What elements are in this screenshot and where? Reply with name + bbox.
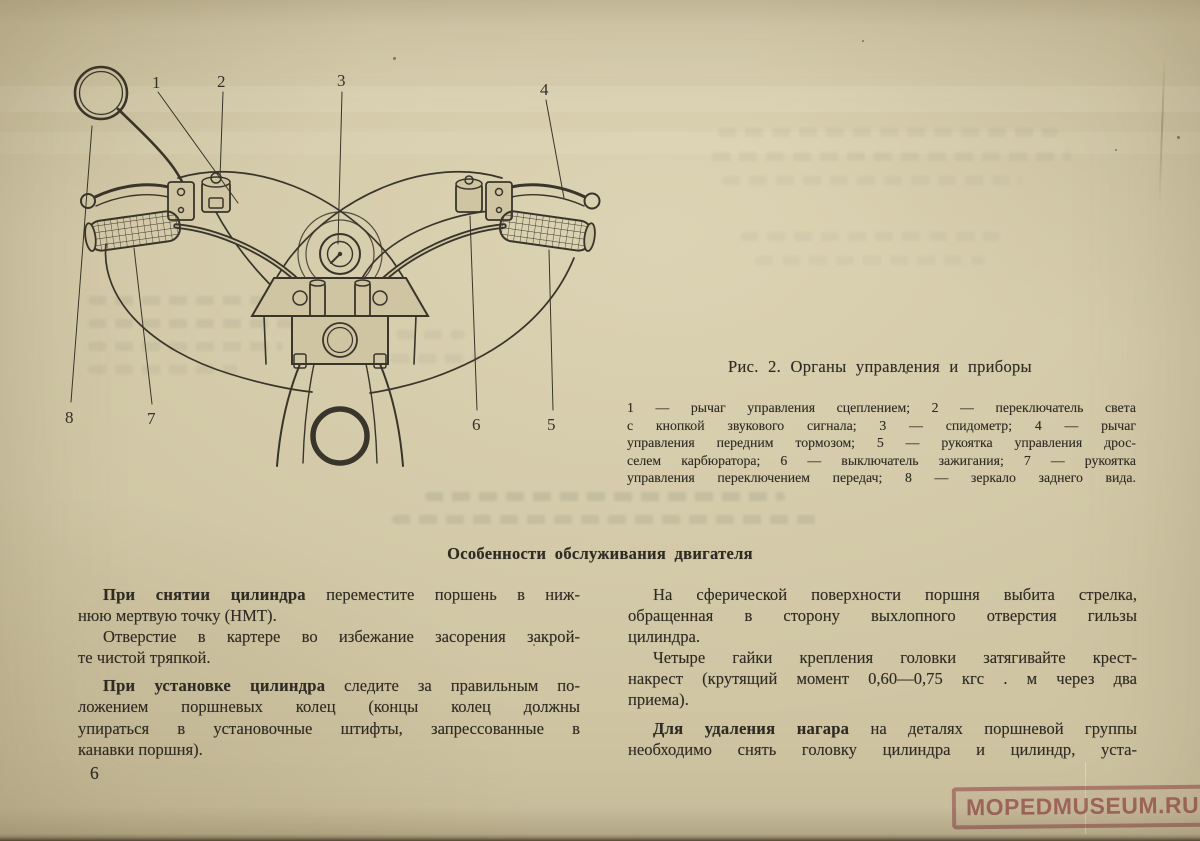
text-line [628,584,1137,605]
light-switch [202,173,230,212]
bold-lead: При установке цилиндра [103,676,326,696]
legend-line: управления передним тормозом; 5 — рукоятка управления дрос- [627,435,1136,451]
ghost-line [718,128,1058,137]
line-text: на деталях поршневой группы [849,718,1137,738]
section-heading: Особенности обслуживания двигателя [447,544,753,563]
paper-speck [1115,149,1117,151]
line-text: ложением поршневых колец (концы колец должны [78,697,580,717]
paragraph [78,626,580,668]
page-bottom-edge [0,834,1200,841]
ghost-line [740,232,1000,241]
bold-lead: При снятии цилиндра [103,585,306,604]
text-line [78,696,580,717]
legend-line: 1 — рычаг управления сцеплением; 2 — переключатель света [627,400,1136,415]
label-8: 8 [65,408,74,427]
text-line [628,605,1137,626]
line-text: На сферической поверхности поршня выбита стрелка, [653,585,1137,604]
ghost-line [755,256,985,265]
paragraph [628,718,1137,760]
text-line [628,668,1137,689]
text-line [78,626,580,647]
label-1: 1 [152,73,161,92]
steering-head [292,316,388,368]
handlebar-controls-diagram [60,58,620,478]
left-column [78,584,580,760]
line-text: обращенная в сторону выхлопного отверстия гильзы [628,606,1137,626]
line-text: следите за правильным по- [325,676,580,696]
text-line [78,584,580,605]
line-text: канавки поршня). [78,739,203,759]
line-text: упираться в установочные штифты, запрессованные в [78,718,580,738]
paragraph [628,647,1137,710]
ghost-line [712,152,1072,161]
ghost-line [425,492,785,501]
paper-speck [862,40,864,42]
paper-crease [1158,56,1165,206]
text-line [628,739,1137,760]
legend-line: управления переключением передач; 8 — зеркало заднего вида. [627,470,1136,486]
line-text: Четыре гайки крепления головки затягивайте крест- [653,648,1137,668]
throttle-grip [498,210,596,253]
figure-legend [627,399,1136,487]
right-column [628,584,1137,760]
text-line [78,647,580,668]
line-text: те чистой тряпкой. [78,648,211,668]
ghost-line [392,515,822,524]
legend-line: с кнопкой звукового сигнала; 3 — спидометр; 4 — рычаг [627,417,1136,433]
text-line [628,647,1137,668]
gear-shift-grip [83,210,181,253]
text-line [628,718,1137,739]
line-text: накрест (крутящий момент 0,60—0,75 кгс . м через два [628,669,1137,689]
text-line [628,689,1137,710]
label-5: 5 [547,415,556,434]
watermark-stamp: MOPEDMUSEUM.RU [952,785,1200,830]
clutch-lever [81,182,194,220]
front-brake-lever [486,182,600,220]
label-7: 7 [147,409,156,428]
bold-lead: Для удаления нагара [653,718,850,738]
figure-caption: Рис. 2. Органы управления и приборы [728,357,1032,376]
text-line [78,718,580,739]
paragraph [78,584,580,626]
paper-speck [1177,136,1180,139]
legend-line: селем карбюратора; 6 — выключатель зажигания; 7 — рукоятка [627,452,1136,468]
line-text: Отверстие в картере во избежание засорения закрой- [103,627,580,647]
text-line [628,626,1137,647]
ghost-line [722,176,1022,185]
front-fender [277,364,403,466]
line-text: необходимо снять головку цилиндра и цилиндр, уста- [628,739,1137,759]
label-4: 4 [540,80,549,99]
label-2: 2 [217,72,226,91]
label-3: 3 [337,71,346,90]
line-text: цилиндра. [628,627,701,647]
text-line [78,605,580,626]
label-6: 6 [472,415,481,434]
line-text: переместите поршень в ниж- [305,585,580,604]
figure-number-labels [65,71,556,434]
text-line [78,675,580,696]
line-text: нюю мертвую точку (НМТ). [78,606,277,626]
paragraph [78,675,580,759]
text-line [78,739,580,760]
handlebar-bracket [252,278,428,316]
page-number: 6 [90,763,99,783]
paragraph [628,584,1137,647]
line-text: приема). [628,690,689,710]
ignition-switch [456,176,482,212]
